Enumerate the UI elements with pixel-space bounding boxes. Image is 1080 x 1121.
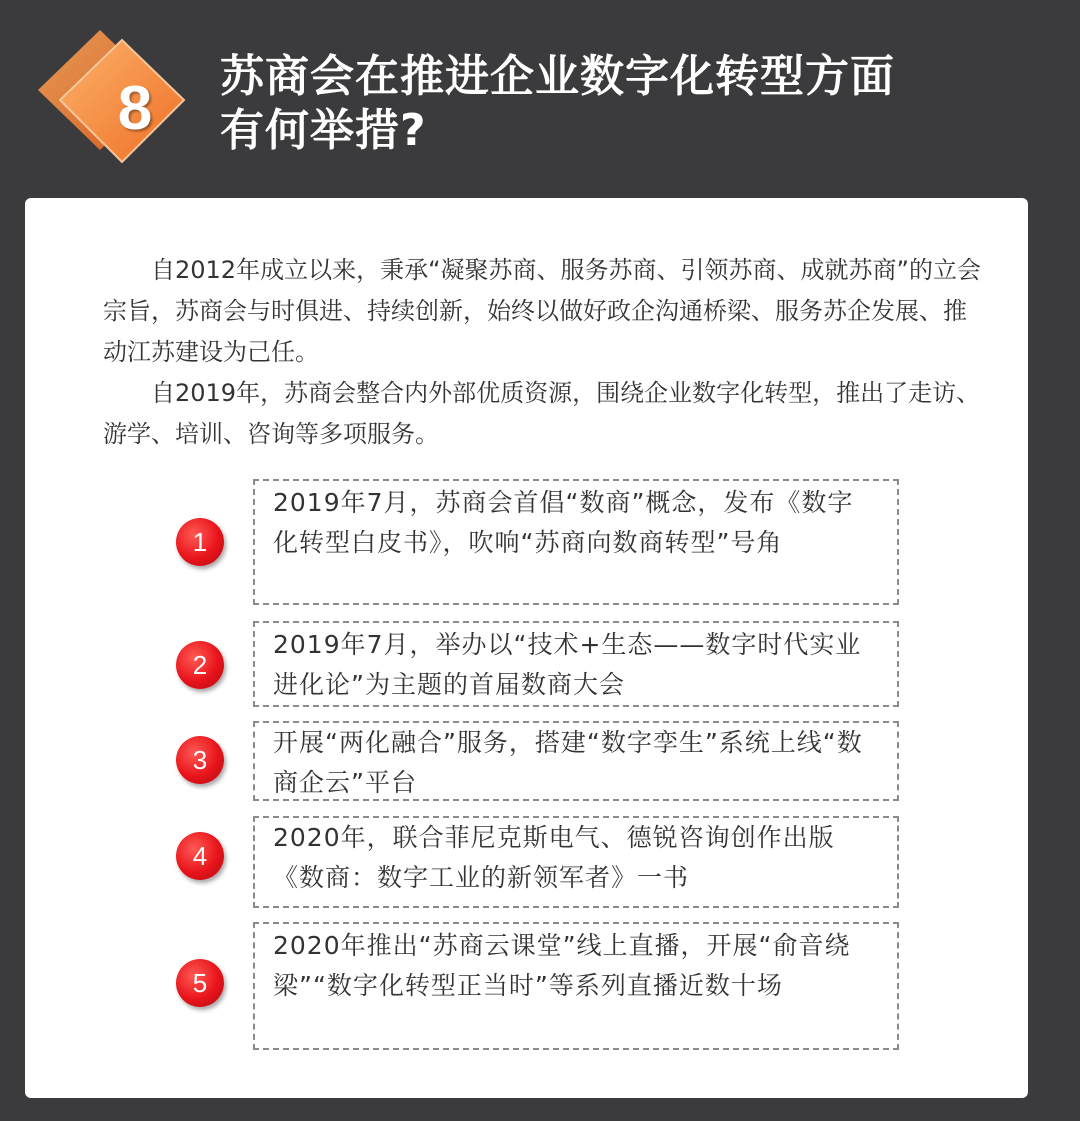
number-circle-4: 4: [176, 832, 224, 880]
intro-paragraph-1: 自2012年成立以来，秉承“凝聚苏商、服务苏商、引领苏商、成就苏商”的立会宗旨，苏商会与时俱进、持续创新，始终以做好政企沟通桥梁、服务苏企发展、推动江苏建设为己任。: [103, 256, 981, 366]
number-circle-3: 3: [176, 736, 224, 784]
list-item-2: 2019年7月，举办以“技术+生态——数字时代实业进化论”为主题的首届数商大会: [253, 621, 899, 707]
title-line-1: 苏商会在推进企业数字化转型方面: [220, 51, 895, 102]
number-circle-5: 5: [176, 959, 224, 1007]
list-item-5: 2020年推出“苏商云课堂”线上直播，开展“俞音绕梁”“数字化转型正当时”等系列直播近数十场: [253, 922, 899, 1050]
intro-text: [103, 250, 983, 455]
content-card: [25, 198, 1028, 1098]
page-title: [220, 50, 1040, 158]
intro-paragraph-2: 自2019年，苏商会整合内外部优质资源，围绕企业数字化转型，推出了走访、游学、培训、咨询等多项服务。: [103, 379, 981, 448]
badge-number: 8: [117, 74, 153, 143]
title-line-2: 有何举措?: [220, 105, 427, 156]
number-circle-1: 1: [176, 518, 224, 566]
list-item-1: 2019年7月，苏商会首倡“数商”概念，发布《数字化转型白皮书》，吹响“苏商向数商转型”号角: [253, 479, 899, 605]
list-item-3: 开展“两化融合”服务，搭建“数字孪生”系统上线“数商企云”平台: [253, 721, 899, 801]
number-badge: [38, 30, 188, 170]
list-item-4: 2020年，联合菲尼克斯电气、德锐咨询创作出版《数商：数字工业的新领军者》一书: [253, 816, 899, 908]
number-circle-2: 2: [176, 641, 224, 689]
